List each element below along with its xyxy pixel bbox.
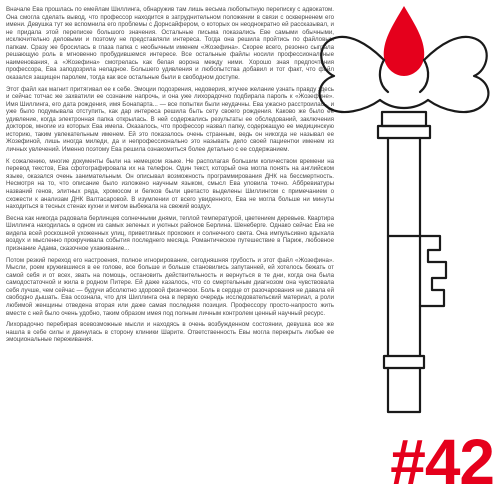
article-paragraph: Весна как никогда радовала берлинцев солнечными днями, теплой температурой, цветением деревьев. Квартира Шиллинга находилась в одном из самых зеленых и уютных районов Берлина. Шенеберге. Однако сейчас Ева не видела всей роскошной ухоженных улиц, приветливых прохожих и солнечного света. Она импульсивно вдыхала воздух и мысленно прокручивала события последнего месяца. Романтическое путешествие в Париж, любовное признание Адама, сказочное ухаживание...	[6, 214, 334, 252]
article-paragraph: Потом резкий переход его настроения, полное игнорирование, сегодняшняя грубость и этот файл «Жозефина». Мысли, роем кружившиеся в ее голове, все больше и больше становились запутанней, ей хотелось бежать от самой себя и от всех, звать на помощь, остановить действительность и вернуться в те дни, когда она была самодостаточной и жила в родном Питере. Ей даже казалось, что со смертельным диагнозом она чувствовала себя лучше, чем сейчас — будучи абсолютно здоровой физически. Боль в сердце от разочарования не давала ей свободно дышать. Ева осознала, что для Шиллинга она в первую очередь исследовательский материал, а роли любимой женщины отведена вторая или даже самая последняя позиция. Профессору просто-напросто жить вместе с ней было очень удобно, таким образом имея под полным личным контролем ценный научный ресурс.	[6, 256, 334, 317]
key-illustration	[300, 0, 500, 420]
issue-number: #42	[390, 426, 494, 498]
key-bow-outline	[320, 37, 489, 412]
article-paragraph: Лихорадочно перебирая всевозможные мысли и находясь в очень возбужденном состоянии, девушка все же нашла в себе силы и двинулась в сторону клиники Шарите. Ответственность Евы могла перекрыть любые ее эмоциональные переживания.	[6, 321, 334, 344]
article-paragraph: К сожалению, многие документы были на немецком языке. Не располагая большим количеством времени на перевод текстов, Ева сфотографировала их на телефон. Один текст, который она могла понять на английском языке, оказался очень занимательным. Он описывал возможность программирования ДНК на бессмертность. Несмотря на то, что описание было изложено научным языком, смысл Ева уловила точно. Аббревиатуры названий генов, элитных ряда, хромосом и белков были цветасто выделены Шиллингом с примечанием о схожести к анализам ДНК Валтасаровой. В изумлении от всего увиденного, Ева не могла больше ни минуты находиться в тесных стенах кухни и мигом выбежала на свежий воздух.	[6, 157, 334, 211]
article-paragraph: Этот файл как магнит притягивал ее к себе. Эмоции подозрения, недоверия, жгучее желание узнать правду здесь и сейчас тотчас же захватили ее сознание напрочь, и она уже лихорадочно подбирала пароль к «Жозефине». Имя Шиллинга, его дата рождения, имя Бонапарта... — все попытки были неудачны. Ева ужасно расстроилась, и уже было подумывала отступить, как дар интереса решила быть сету своего рождения. Каково же было ее удивление, когда электронная папка открылась. В ней содержались результаты ее обследований, заключения докторов, многие из которых Ева имела. Оказалось, что профессор назвал папку, содержащую ее медицинскую историю, таким увлекательным именем. Ей это показалось очень странным, ведь он никогда не называл ее Жозефиной, лишь иногда миледи, да и непрофессионально это называть дело своей пациентки именем из личных увлечений. Именно поэтому Ева решила ознакомиться более детально с ее содержанием.	[6, 85, 334, 154]
key-red-petal	[384, 6, 425, 76]
article-text-column	[6, 6, 334, 494]
article-paragraph: Вначале Ева прошлась по емейлам Шиллинга, обнаружив там лишь весьма любопытную переписку с адвокатом. Она смогла сделать вывод, что профессор находится в затруднительном положении в связи с оскверненем его имени. Девушка тут же вспомнила его проблемы с Дорнсайфером, о которых он неоднократно ей рассказывал, и не придала этой переписке большого значения. Остальные письма показались Еве самыми обычными, исключительно деловыми и поэтому не представляли интереса. Тогда она решила пройтись по файловым папкам. Сразу же бросилась в глаза папка с необычным именем «Жозефина». Скорее всего, резонно сыграла решающую роль в мгновенно пробудившемся интересе. Все остальные файлы носили профессиональные наименования, а «Жозефина» смотрелась как белая ворона между ними. Хорошо зная предпочтения профессора, Ева заподозрила неладное. Большего удивления и любопытства добавил и тот факт, что файл оказался защищен паролем, тогда как все остальные были в свободном доступе.	[6, 6, 334, 81]
